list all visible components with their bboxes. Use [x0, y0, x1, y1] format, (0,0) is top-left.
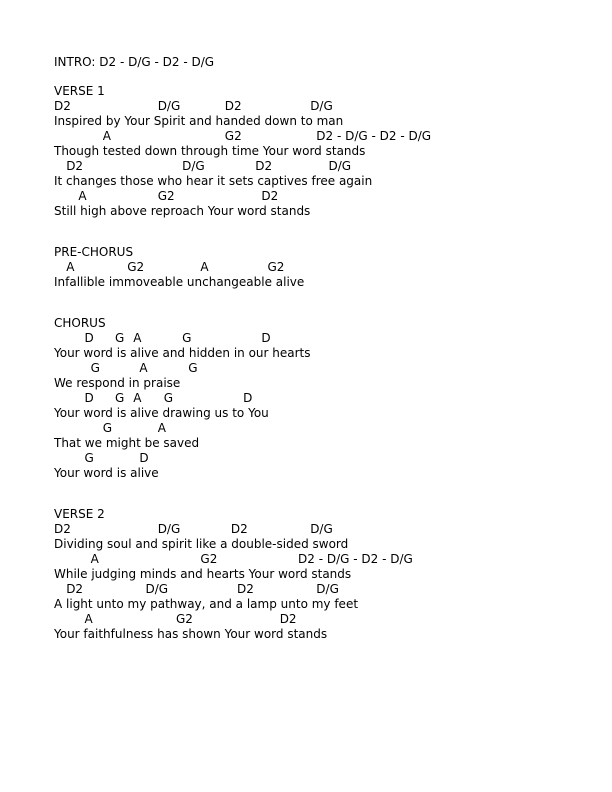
lyric-line: Though tested down through time Your word stands [54, 144, 366, 158]
chord-symbol: D/G [328, 159, 352, 173]
chord-symbol: A [157, 421, 166, 435]
chord-symbol: D2 [230, 522, 248, 536]
lyric-line: Dividing soul and spirit like a double-sided sword [54, 537, 349, 551]
chord-symbol: D [261, 331, 271, 345]
chord-symbol: G2 [200, 552, 218, 566]
lyric-line: Your word is alive [54, 466, 159, 480]
chord-symbol: D2 [237, 582, 254, 596]
chord-symbol: G [163, 391, 174, 405]
chord-symbol: G [84, 451, 94, 465]
lyric-line: Inspired by Your Spirit and handed down to man [54, 114, 344, 128]
section-heading: PRE-CHORUS [54, 245, 134, 259]
chord-symbol: A [200, 260, 209, 274]
chord-symbol: A [133, 391, 142, 405]
chord-symbol: D2 - D/G - D2 - D/G [316, 129, 432, 143]
section-heading: VERSE 2 [54, 507, 105, 521]
chord-symbol: G [182, 331, 192, 345]
chord-symbol: A [66, 260, 75, 274]
chord-symbol: D2 [279, 612, 297, 626]
lyric-line: Infallible immoveable unchangeable alive [54, 275, 305, 289]
chord-symbol: A [139, 361, 148, 375]
lyric-line: We respond in praise [54, 376, 181, 390]
chord-symbol: A [102, 129, 112, 143]
chord-symbol: D/G [157, 99, 181, 113]
chord-symbol: G2 [224, 129, 242, 143]
chord-symbol: D2 [261, 189, 279, 203]
chord-symbol: D/G [310, 99, 333, 113]
chord-symbol: D2 [54, 99, 71, 113]
chord-symbol: G [115, 331, 125, 345]
chord-symbol: G [115, 391, 125, 405]
chord-symbol: D2 [255, 159, 273, 173]
chord-symbol: D [139, 451, 149, 465]
chord-symbol: D2 [224, 99, 242, 113]
lyric-line: That we might be saved [54, 436, 200, 450]
chord-symbol: D/G [157, 522, 181, 536]
chord-symbol: D [84, 391, 94, 405]
lyric-line: Your word is alive and hidden in our hearts [54, 346, 311, 360]
chord-symbol: G2 [127, 260, 145, 274]
chord-symbol: A [133, 331, 142, 345]
chord-symbol: D/G [316, 582, 339, 596]
chord-symbol: D2 [66, 159, 84, 173]
chord-symbol: G [102, 421, 113, 435]
lyric-line: While judging minds and hearts Your word stands [54, 567, 352, 581]
lyric-line: It changes those who hear it sets captives free again [54, 174, 373, 188]
chord-symbol: D [243, 391, 253, 405]
intro-line: INTRO: D2 - D/G - D2 - D/G [54, 55, 215, 69]
chord-symbol: G2 [157, 189, 175, 203]
chord-symbol: D [84, 331, 94, 345]
chord-symbol: D2 [66, 582, 84, 596]
lyric-line: A light unto my pathway, and a lamp unto my feet [54, 597, 359, 611]
section-heading: CHORUS [54, 316, 106, 330]
chord-symbol: G2 [267, 260, 285, 274]
chord-symbol: D/G [145, 582, 169, 596]
lyric-line: Your faithfulness has shown Your word stands [54, 627, 328, 641]
chord-symbol: A [90, 552, 99, 566]
chord-symbol: A [78, 189, 87, 203]
chord-symbol: G [188, 361, 198, 375]
chord-symbol: D/G [182, 159, 205, 173]
chord-symbol: G2 [176, 612, 193, 626]
section-heading: VERSE 1 [54, 84, 105, 98]
chord-symbol: D/G [310, 522, 333, 536]
chord-symbol: D2 - D/G - D2 - D/G [298, 552, 413, 566]
lyric-line: Still high above reproach Your word stands [54, 204, 311, 218]
chord-symbol: D2 [54, 522, 71, 536]
chord-symbol: G [90, 361, 100, 375]
chord-symbol: A [84, 612, 93, 626]
lyric-line: Your word is alive drawing us to You [54, 406, 269, 420]
